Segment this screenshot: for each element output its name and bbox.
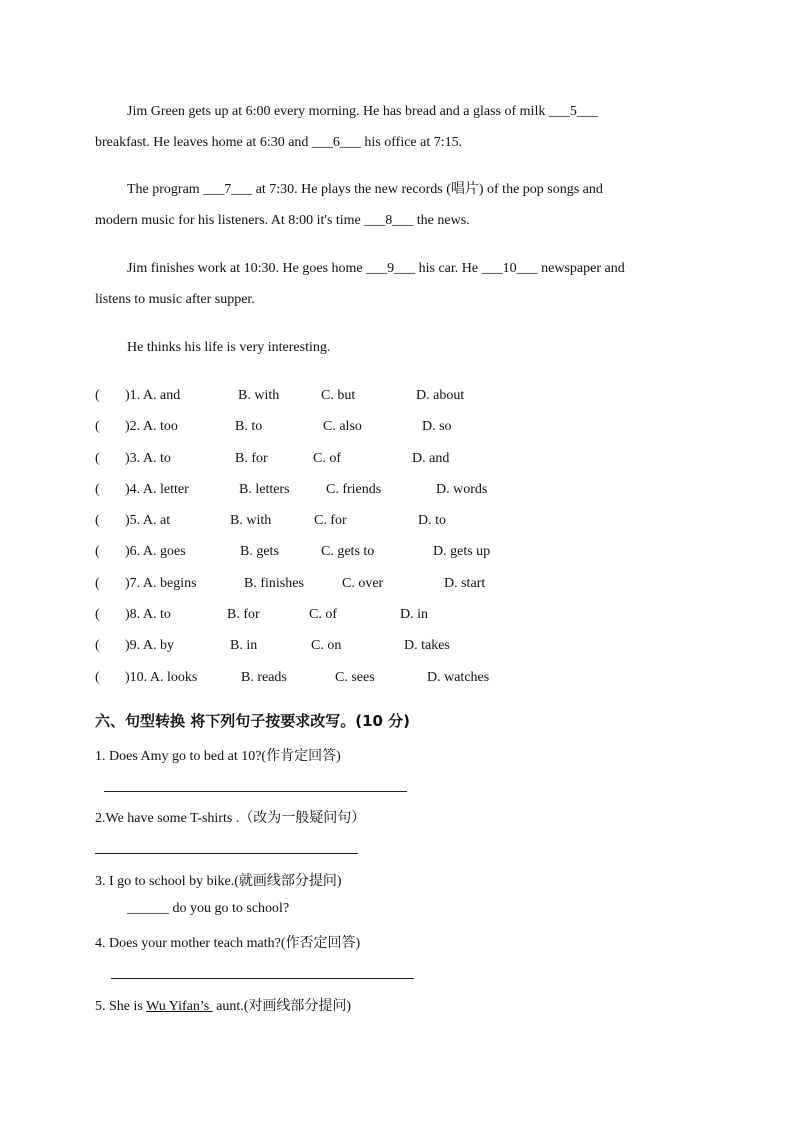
choice-d: D. so bbox=[422, 419, 452, 435]
choice-a: )4. A. letter bbox=[125, 481, 189, 497]
answer-paren: ( bbox=[95, 575, 100, 591]
choice-b: B. to bbox=[235, 419, 263, 435]
choice-row bbox=[95, 411, 715, 442]
choice-c: C. but bbox=[321, 388, 356, 403]
question-2: 2.We have some T-shirts .（改为一般疑问句） bbox=[95, 811, 366, 826]
choice-a: )7. A. begins bbox=[125, 575, 197, 591]
question-5-pre: 5. She is bbox=[95, 999, 147, 1014]
choice-b: B. gets bbox=[240, 544, 279, 560]
answer-line-2[interactable] bbox=[95, 853, 358, 854]
choice-d: D. and bbox=[412, 450, 450, 466]
choice-c: C. of bbox=[309, 607, 337, 623]
choice-row bbox=[95, 630, 715, 661]
section-title: 六、句型转换 将下列句子按要求改写。(10 分) bbox=[95, 712, 411, 730]
choice-d: D. start bbox=[444, 575, 486, 591]
question-4: 4. Does your mother teach math?(作否定回答) bbox=[95, 936, 361, 951]
choice-c: C. friends bbox=[326, 481, 382, 497]
choice-c: C. of bbox=[313, 450, 341, 466]
choice-d: D. to bbox=[418, 513, 446, 529]
question-3-answer: ______ do you go to school? bbox=[127, 901, 290, 916]
choice-b: B. reads bbox=[241, 669, 287, 685]
passage-line: breakfast. He leaves home at 6:30 and ___6___ his office at 7:15. bbox=[95, 135, 463, 150]
choice-c: C. also bbox=[323, 419, 362, 435]
answer-line-4[interactable] bbox=[111, 978, 414, 979]
choice-a: )8. A. to bbox=[125, 607, 171, 623]
choice-a: )2. A. too bbox=[125, 419, 178, 435]
choice-d: D. takes bbox=[404, 638, 450, 654]
question-5-underlined: Wu Yifan’s bbox=[146, 999, 213, 1014]
choice-row bbox=[95, 599, 715, 630]
question-5 bbox=[95, 995, 351, 1015]
choice-d: D. watches bbox=[427, 669, 490, 685]
passage-line: The program ___7___ at 7:30. He plays the new records (唱片) of the pop songs and bbox=[127, 182, 603, 197]
passage-paragraph-2 bbox=[95, 174, 700, 236]
question-3: 3. I go to school by bike.(就画线部分提问) bbox=[95, 874, 342, 889]
passage-line: modern music for his listeners. At 8:00 it's time ___8___ the news. bbox=[95, 213, 470, 228]
choice-b: B. letters bbox=[239, 481, 290, 497]
passage-line: Jim Green gets up at 6:00 every morning. He has bread and a glass of milk ___5___ bbox=[127, 104, 598, 119]
choice-row bbox=[95, 380, 715, 411]
choice-d: D. gets up bbox=[433, 544, 491, 560]
answer-paren: ( bbox=[95, 669, 100, 685]
choice-a: )3. A. to bbox=[125, 450, 171, 466]
choice-row bbox=[95, 536, 715, 567]
choice-row bbox=[95, 662, 715, 693]
choice-a: )9. A. by bbox=[125, 638, 174, 654]
answer-paren: ( bbox=[95, 388, 100, 403]
question-1: 1. Does Amy go to bed at 10?(作肯定回答) bbox=[95, 749, 341, 764]
answer-line-1[interactable] bbox=[104, 791, 407, 792]
choice-b: B. for bbox=[227, 607, 260, 623]
choice-d: D. in bbox=[400, 607, 428, 623]
choice-c: C. gets to bbox=[321, 544, 375, 560]
choice-a: )10. A. looks bbox=[125, 669, 198, 685]
choice-row bbox=[95, 505, 715, 536]
choice-b: B. finishes bbox=[244, 575, 304, 591]
choice-b: B. for bbox=[235, 450, 268, 466]
answer-paren: ( bbox=[95, 638, 100, 654]
answer-paren: ( bbox=[95, 544, 100, 560]
choice-b: B. with bbox=[238, 388, 280, 403]
choice-row bbox=[95, 474, 715, 505]
answer-paren: ( bbox=[95, 419, 100, 435]
choice-row bbox=[95, 568, 715, 599]
choice-c: C. for bbox=[314, 513, 347, 529]
passage-line: Jim finishes work at 10:30. He goes home ___9___ his car. He ___10___ newspaper and bbox=[127, 261, 625, 276]
answer-paren: ( bbox=[95, 481, 100, 497]
choice-d: D. about bbox=[416, 388, 465, 403]
passage-line: listens to music after supper. bbox=[95, 292, 255, 307]
choice-c: C. on bbox=[311, 638, 342, 654]
choice-a: )6. A. goes bbox=[125, 544, 186, 560]
choice-list bbox=[95, 380, 715, 693]
choice-b: B. with bbox=[230, 513, 272, 529]
answer-paren: ( bbox=[95, 513, 100, 529]
choice-row bbox=[95, 443, 715, 474]
choice-a: )5. A. at bbox=[125, 513, 171, 529]
choice-c: C. over bbox=[342, 575, 384, 591]
passage-paragraph-4 bbox=[95, 332, 700, 363]
passage-paragraph-3 bbox=[95, 253, 700, 315]
question-5-post: aunt.(对画线部分提问) bbox=[212, 999, 352, 1014]
choice-c: C. sees bbox=[335, 669, 375, 685]
choice-b: B. in bbox=[230, 638, 258, 654]
choice-a: )1. A. and bbox=[125, 388, 181, 403]
answer-paren: ( bbox=[95, 450, 100, 466]
passage-line: He thinks his life is very interesting. bbox=[127, 340, 331, 355]
passage-paragraph-1 bbox=[95, 96, 700, 158]
choice-d: D. words bbox=[436, 481, 488, 497]
answer-paren: ( bbox=[95, 607, 100, 623]
